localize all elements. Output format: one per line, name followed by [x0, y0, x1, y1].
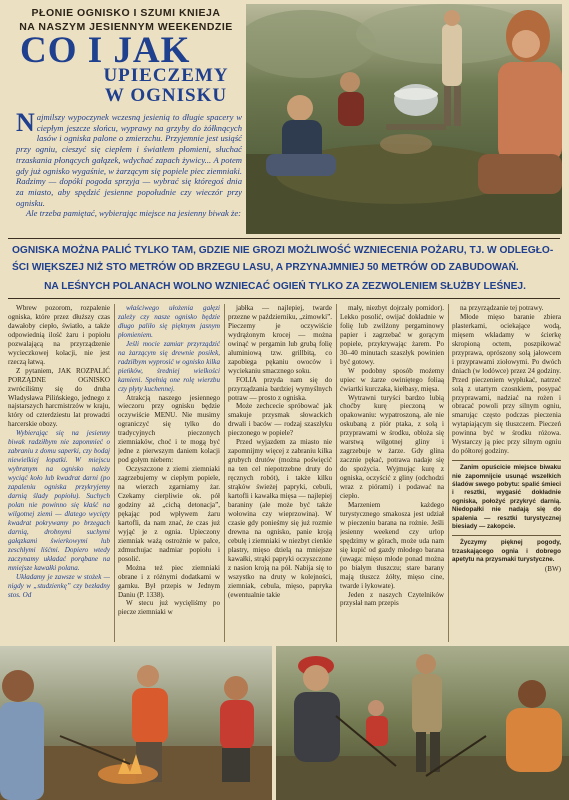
col4-p4: Marzeniem każdego turystycznego smakosza jest udział w pieczeniu barana na rożnie. Jeśli jesienny weekend czy urlop spędzimy w górach, może uda nam się kupić od gazdy młodego barana (uwaga: mięso młode ponad można po białym tłuszczu; stare barany mają tłuszcz żółty, mięso cine, twarde i łykowate). — [340, 500, 444, 590]
lead-paragraph — [16, 108, 242, 219]
photo-boys-skewers — [276, 646, 569, 800]
col2-p6: W stecu już wycięliśmy po piecze ziemniaki w — [118, 599, 220, 617]
column-divider — [114, 304, 115, 642]
leave-no-trace-note: Zanim opuścicie miejsce biwaku nie zapomnijcie usunąć wszelkich śladów swego pobytu: spalić śmieci i resztki, wygasić dokładnie ogniska, położyć przykryć darnią. Niedopałki nie nadają się do spalenia — resztki turystycznej biesiady — zakopcie. — [452, 464, 561, 531]
col2-p2: Jeśli mocie zamiar przyrządzić na żarzącym się drewnie posiłek, radziłbym wyprosić w ognisko kilka pieńków, średniej wielkości kamieni. Spełnią one rolę wierzbu czy płyty kuchennej. — [118, 339, 220, 393]
column-divider — [336, 304, 337, 642]
col4-p1: mały, niezbyt dojrzały pomidor). Lekko posolić, owijać dokładnie w folię lub zwilżony pergaminowy papier i zagrzebać w gorącym popiele, przykrywając żarem. Po 30–40 minutach szaszłyk powinien być gotowy. — [340, 304, 444, 366]
col3-p2: FOLIA przyda nam się do przyrządzania bardziej wymyślnych potraw — prosto z ogniska. — [228, 375, 332, 402]
article-title: CO I JAK — [20, 30, 191, 71]
article-subtitle — [96, 66, 236, 106]
col5-p1: na przyrządzanie tej potrawy. — [460, 304, 544, 312]
col2-p5: Można też piec ziemniaki obrane i z różnymi dodatkami w garnku. Był przepis w Jednym Daniu (P. 1338). — [118, 563, 220, 599]
col2-p3: Atrakcją naszego jesiennego wieczoru przy ognisku będzie oczywiście MENU. Nie musimy ograniczyć się tylko do tradycyjnych pieczonych ziemniaków, choć i te mogą być jedne z pierwszym daniem kolacji pod gołym niebem: — [118, 393, 220, 465]
col1-p2: Z pytaniem, JAK ROZPALIĆ PORZĄDNE OGNISKO zwróciliśmy się do druha Władysława Pilińskiego, jednego z najstarszych harcmistrzów w kraju, który od czterdziestu lat prowadzi harcerskie obozy. — [8, 366, 110, 429]
banner-line-3: NA LEŚNYCH POLANACH WOLNO WZNIECAĆ OGIEŃ TYLKO ZA ZEZWOLENIEM SŁUŻBY LEŚNEJ. — [44, 281, 526, 292]
banner-rule-top — [8, 238, 560, 239]
lead-text-2: Ale trzeba pamiętać, wybierając miejsce na jesienny biwak że: — [26, 208, 242, 219]
subtitle-line-1: UPIECZEMY — [103, 65, 229, 86]
subtitle-line-2: W OGNISKU — [104, 85, 228, 106]
column-1 — [8, 304, 110, 642]
column-2 — [118, 304, 220, 642]
column-divider — [448, 304, 449, 642]
col4-p5: Jeden z naszych Czytelników przysłał nam przepis — [340, 590, 444, 608]
col3-p3: Może zechcecie spróbować jak smakuje przysmak słowackich drwali i baców — rodzaj szaszłyku pieczonego w popiele? — [228, 402, 332, 438]
article-body — [8, 304, 561, 642]
drop-cap: N — [16, 108, 35, 137]
col1-p4: Układamy je zawsze w stożek — nigdy w „studzienkę” czy bezładny stos. Od — [8, 572, 110, 599]
col1-p3: Wybierając się na jesienny biwak radziłbym nie zapomnieć o zabraniu z domu saperki, czy bodaj niewielkiej łopatki. W miejscu wybranym na ognisko należy wyciąć koło lub kwadrat darni (po zapaleniu ogniska przykryjemy darnią ślady popiołu). Suchych polan nie powinno się kłaść na wilgotnej ziemi — dlatego wycięty kwadrat pokrywamy po brzegach darnią, drobnymi suchymi gałązkami świerkowymi lub zeschłymi liśćmi. Dopiero wtedy zaczynamy układać porąbane na mniejsze kawałki polana. — [8, 429, 110, 572]
photo-girls-roasting — [0, 646, 272, 800]
box-separator — [452, 460, 561, 461]
col5-p2: Młode mięso baranie zbiera plasterkami, ociekające wodą, mięsem wkładamy w ścierkę skropioną octem, poszpikować przyprawa, oprószony solą jałowcem i przyprawami ziołowymi. Po dwóch dniach (w lodówce) przez 24 godziny. Przed pieczeniem wypłukać, natrzeć solą z utartym czosnkiem, posypać przyprawami, nadziać na rożen i obracać powoli przy silnym ogniu, smarując często podczas pieczenia wytapiającym się tłuszczem. Pieczeń powinna być w środku różowa. Wystarczy ją piec przy silnym ogniu do półtorej godziny. — [452, 312, 561, 456]
box-separator — [452, 535, 561, 536]
col4-p3: Wytrawni turyści bardzo lubią choćby kurę pieczoną w opakowaniu: wypatroszoną, ale nie oskubaną z piór ptaka, z solą i przyprawami w środku, obloża się warstwą wilgotnej gliny i zagrzebuje w żarze. Gdy glina zacznie pękać, potrawa nadaje się do spożycia. Wyjmując kurę z ogniska, oczyścić z gliny (odchodzi wraz z piórami) i podawać na ciepło. — [340, 393, 444, 501]
kicker-line-1: PŁONIE OGNISKO I SZUMI KNIEJA — [31, 7, 221, 19]
column-3 — [228, 304, 332, 642]
banner-line-1: OGNISKA MOŻNA PALIĆ TYLKO TAM, GDZIE NIE GROZI MOŻLIWOŚĆ WZNIECENIA POŻARU, TJ. W ODLEGŁO- — [12, 245, 554, 256]
column-5 — [452, 304, 561, 642]
banner-rule-bottom — [8, 298, 560, 299]
photo-campfire-group-top — [246, 4, 562, 234]
col3-p1: jabłka — najlepiej, twarde przezne w październiku, „zimowki”. Pieczemy je oczywiście wydrążonym krocej — można owinąć w pergamin lub grubą folię aluminiową tzw. grillbitą, co zapobiega pękaniu owoców i wyciekaniu smacznego soku. — [228, 304, 332, 375]
column-4 — [340, 304, 444, 642]
column-divider — [224, 304, 225, 642]
closing-wish: Życzymy pięknej pogody, trzaskającego ognia i dobrego apetytu na przysmaki turystyczne. — [452, 539, 561, 564]
kicker-line-2: NA NASZYM JESIENNYM WEEKENDZIE — [19, 21, 233, 33]
col3-p4: Przed wyjazdem za miasto nie zapomnijmy więcej z zabraniu kilka grubych drutów (można poświęcić na ten cel niepotrzebne druty do ręcznych robót), i także kilku strąków świeżej papryki, cebuli, kartofli i kawałka mięsa — najlepiej baraniny (ale może być także wołowina czy wieprzowina). W czasie gdy ponieśmy się już rozmie drewna na ognisko, panie kroją cebulę i ziemniaki w niezbyt cienkie plastry, mięso dzielą na mniejsze kawałki, strąki papryki oczyszczone z nasion kroją na pół. Nabija się to wszystko na druty w kolejności, ziemniak, cebula, mięso, papryka (ewentualnie takie — [228, 438, 332, 599]
col2-p4: Oczyszczone z ziemi ziemniaki zagrzebujemy w ciepłym popiele, na wierzch zgarniamy żar. Czekamy cierpliwie ok. pół godziny aż „cichą detonacja”, pękając pod wpływem żaru kartofli, da nam znać, że czas już wyjąć je z ognia. Upieczony ziemniak ważą ostrożnie w palce, zdmuchujac nadmiar popiołu i posolić. — [118, 465, 220, 563]
col2-p1: właściwego ułożenia gałęzi zależy czy nasze ognisko będzie długo paliło się pięknym jasnym płomieniem. — [118, 304, 220, 339]
banner-line-2: ŚCI WIĘKSZEJ NIŻ STO METRÓW OD BRZEGU LASU, A PRZYNAJMNIEJ 50 METRÓW OD ZABUDOWAŃ. — [12, 262, 519, 273]
col4-p2: W podobny sposób możemy upiec w żarze owiniętego foliaą ćwiartki kurczaka, kiełbasy, mięsa. — [340, 366, 444, 393]
col1-p1: Wbrew pozorom, rozpalenie ogniska, które przez dłuższy czas dawałoby ciepło, światło, a także odpowiednią ilość żaru i popiołu pozwalającą na przyrządzenie wycieczkowej kolacji, nie jest rzeczą łatwą. — [8, 304, 110, 366]
author-signature: (BW) — [544, 564, 561, 573]
lead-text-1: ajmilszy wypoczynek wczesną jesienią to długie spacery w ciepłym jeszcze słońcu, wyprawy na grzyby do żółknących lasów i ogniska palone o zmierzchu. Przyjemnie jest usiąść przy ogniu, cieszyć się ciepłem i światłem płomieni, słuchać trzaskania płonących gałązek, wdychać zapach żywicy... A potem gdy już ognisko wygaśnie, w żarzącym się popiele piec ziemniaki. Radzimy — dopóki pogoda sprzyja — wybrać się któregoś dnia za miasto, aby spędzić jesienne popołudnie czy wieczór przy ognisku. — [16, 112, 242, 208]
